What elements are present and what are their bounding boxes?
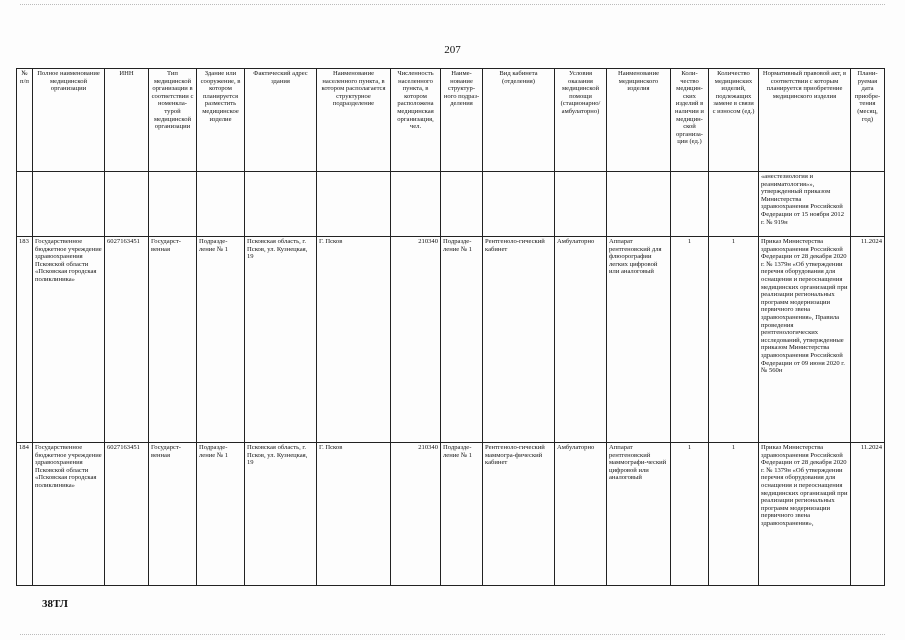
table-header-row (17, 69, 885, 172)
col-header-qty-available: Коли-чество медицин-ских изделий в наличии и медицин-ской организа-ции (ед.) (671, 69, 709, 172)
cell-device: Аппарат рентгеновский для флюорографии легких цифровой или аналоговый (607, 237, 671, 443)
cell-num: 183 (17, 237, 33, 443)
cell-type: Государст-венная (149, 443, 197, 586)
scan-artifact-top (20, 4, 885, 5)
cell-cabinet: Рентгеноло-гический кабинет (483, 237, 555, 443)
col-header-type: Тип медицинской организации в соответствии с номенкла-турой медицинской организации (149, 69, 197, 172)
cell-type: Государст-венная (149, 237, 197, 443)
cell-device: Аппарат рентгеновский маммографи-ческий цифровой или аналоговый (607, 443, 671, 586)
cell-population: 210340 (391, 443, 441, 586)
cell-normative: Приказ Министерства здравоохранения Российской Федерации от 28 декабря 2020 г. № 1379н «Об утверждении перечня оборудования для оснащения и переоснащения медицинских организаций при реализации региональных программ модернизации первичного звена здравоохранения», Правила проведения рентгенологических исследований, утвержденные приказом Министерства здравоохранения Российской Федерации от 09 июня 2020 г. № 560н (759, 237, 851, 443)
cell-building: Подразде-ление № 1 (197, 443, 245, 586)
cell-qty-available: 1 (671, 237, 709, 443)
cell-locality: Г. Псков (317, 237, 391, 443)
col-header-population: Численность населенного пункта, в котором расположена медицинская организация, чел. (391, 69, 441, 172)
cell-conditions: Амбулаторно (555, 237, 607, 443)
col-header-qty-replace: Количество медицинских изделий, подлежащих замене в связи с износом (ед.) (709, 69, 759, 172)
page-number: 207 (444, 44, 461, 56)
cell-date: 11.2024 (851, 443, 885, 586)
col-header-normative: Нормативный правовой акт, в соответствии с которым планируется приобретение медицинского изделия (759, 69, 851, 172)
scan-artifact-bottom (20, 634, 885, 635)
table-row (17, 443, 885, 586)
cell-locality: Г. Псков (317, 443, 391, 586)
cell-conditions: Амбулаторно (555, 443, 607, 586)
cell-address: Псковская область, г. Псков, ул. Кузнецкая, 19 (245, 443, 317, 586)
cell-inn: 6027163451 (105, 237, 149, 443)
col-header-conditions: Условия оказания медицинской помощи (стационарно/ амбулаторно) (555, 69, 607, 172)
cell-population: 210340 (391, 237, 441, 443)
col-header-locality: Наименование населенного пункта, в котором располагается структурное подразделение (317, 69, 391, 172)
cell-cabinet: Рентгеноло-гический маммогра-фический кабинет (483, 443, 555, 586)
cell-qty-replace: 1 (709, 237, 759, 443)
cell-normative: «анестезиология и реаниматология»», утвержденный приказом Министерства здравоохранения Российской Федерации от 15 ноября 2012 г. № 919н (759, 172, 851, 237)
cell-org: Государственное бюджетное учреждение здравоохранения Псковской области «Псковская городская поликлиника» (33, 237, 105, 443)
cell-qty-replace: 1 (709, 443, 759, 586)
col-header-address: Фактический адрес здания (245, 69, 317, 172)
table-row (17, 237, 885, 443)
cell-address: Псковская область, г. Псков, ул. Кузнецкая, 19 (245, 237, 317, 443)
equipment-table (16, 68, 885, 586)
col-header-org: Полное наименование медицинской организации (33, 69, 105, 172)
col-header-date: Плани-руемая дата приобре-тения (месяц, год) (851, 69, 885, 172)
cell-normative: Приказ Министерства здравоохранения Российской Федерации от 28 декабря 2020 г. № 1379н «Об утверждении перечня оборудования для оснащения и переоснащения медицинских организаций при реализации региональных программ модернизации первичного звена здравоохранения», (759, 443, 851, 586)
cell-subdivision: Подразде-ление № 1 (441, 443, 483, 586)
cell-num: 184 (17, 443, 33, 586)
col-header-building: Здание или сооружение, в котором планируется разместить медицинское изделие (197, 69, 245, 172)
col-header-device: Наименование медицинского изделия (607, 69, 671, 172)
table-row-continuation (17, 172, 885, 237)
col-header-inn: ИНН (105, 69, 149, 172)
col-header-num: № п/п (17, 69, 33, 172)
cell-subdivision: Подразде-ление № 1 (441, 237, 483, 443)
cell-qty-available: 1 (671, 443, 709, 586)
col-header-cabinet: Вид кабинета (отделения) (483, 69, 555, 172)
footer-code: 38ТЛ (42, 598, 68, 610)
cell-building: Подразде-ление № 1 (197, 237, 245, 443)
cell-date: 11.2024 (851, 237, 885, 443)
cell-org: Государственное бюджетное учреждение здравоохранения Псковской области «Псковская городская поликлиника» (33, 443, 105, 586)
col-header-subdivision: Наиме-нование структур-ного подраз-деления (441, 69, 483, 172)
cell-inn: 6027163451 (105, 443, 149, 586)
